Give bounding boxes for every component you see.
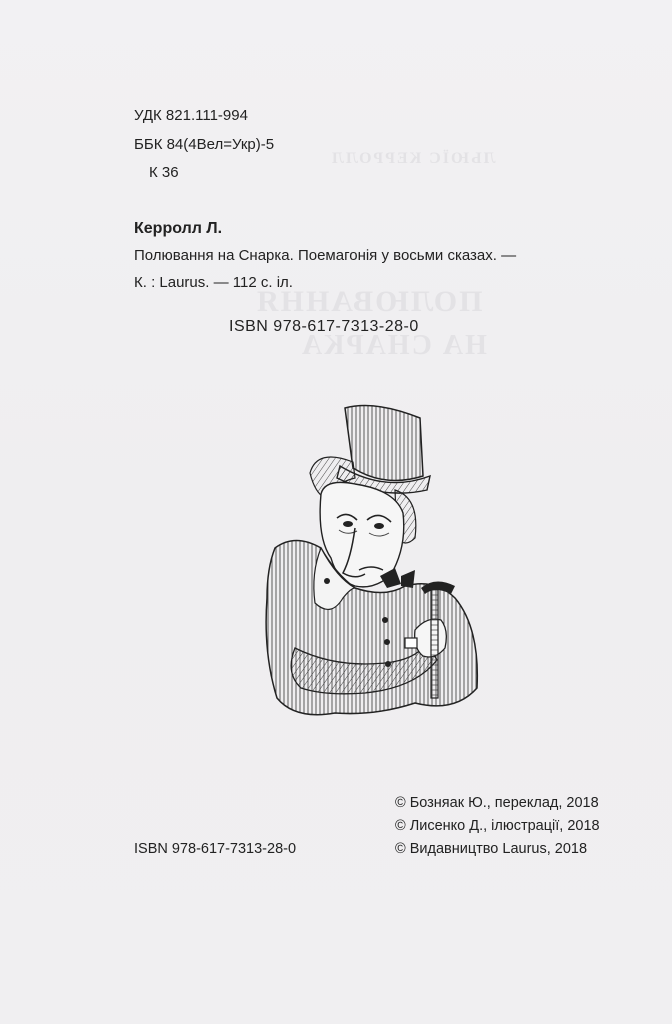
copyright-illustrations: © Лисенко Д., ілюстрації, 2018 [395, 818, 600, 834]
bibliography-line-1: Полювання на Снарка. Поемагонія у восьми сказах. — [134, 247, 517, 264]
portrait-illustration-icon [255, 398, 491, 730]
isbn-main: ISBN 978-617-7313-28-0 [229, 318, 419, 335]
author-name: Керролл Л. [134, 220, 223, 237]
author-mark: К 36 [149, 164, 179, 181]
bbk-code: ББК 84(4Вел=Укр)-5 [134, 136, 275, 153]
copyright-publisher: © Видавництво Laurus, 2018 [395, 841, 588, 857]
copyright-translation: © Бозняак Ю., переклад, 2018 [395, 795, 599, 811]
show-through-title-2: НА СНАРКА [300, 330, 487, 361]
bibliography-line-2: К. : Laurus. — 112 с. іл. [134, 274, 293, 291]
udk-code: УДК 821.111-994 [134, 107, 248, 124]
isbn-bottom: ISBN 978-617-7313-28-0 [134, 841, 297, 857]
show-through-text: ЛЬЮЇС КЕРРОЛЛ [330, 150, 496, 167]
show-through-title: ПОЛЮВАННЯ [255, 285, 483, 318]
